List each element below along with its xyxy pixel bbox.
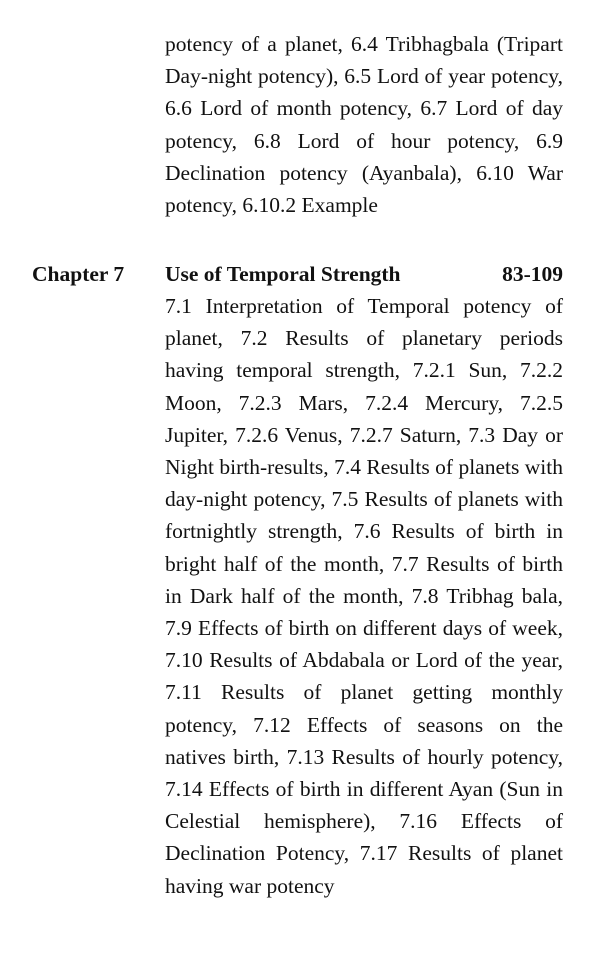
chapter-heading — [32, 258, 563, 290]
chapter-label: Chapter 7 — [32, 262, 125, 286]
chapter-title: Use of Temporal Strength — [165, 262, 401, 286]
chapter-page-range: 83-109 — [502, 262, 563, 286]
chapter-7-contents: 7.1 Interpretation of Temporal potency of planet, 7.2 Results of planetary periods having temporal strength, 7.2.1 Sun, 7.2.2 Moon, 7.2.3 Mars, 7.2.4 Mercury, 7.2.5 Jupiter, 7.2.6 Venus, 7.2.7 Saturn, 7.3 Day or Night birth-results, 7.4 Results of planets with day-night potency, 7.5 Results of planets with fortnightly strength, 7.6 Results of birth in bright half of the month, 7.7 Results of birth in Dark half of the month, 7.8 Tribhag bala, 7.9 Effects of birth on different days of week, 7.10 Results of Abdabala or Lord of the year, 7.11 Results of planet getting monthly potency, 7.12 Effects of seasons on the natives birth, 7.13 Results of hourly potency, 7.14 Effects of birth in different Ayan (Sun in Celestial hemisphere), 7.16 Effects of Declination Potency, 7.17 Results of planet having war potency — [165, 294, 563, 898]
chapter-6-contents-continued: potency of a planet, 6.4 Tribhagbala (Tripart Day-night potency), 6.5 Lord of year potency, 6.6 Lord of month potency, 6.7 Lord of day potency, 6.8 Lord of hour potency, 6.9 Declination potency (Ayanbala), 6.10 War potency, 6.10.2 Example — [165, 32, 563, 218]
